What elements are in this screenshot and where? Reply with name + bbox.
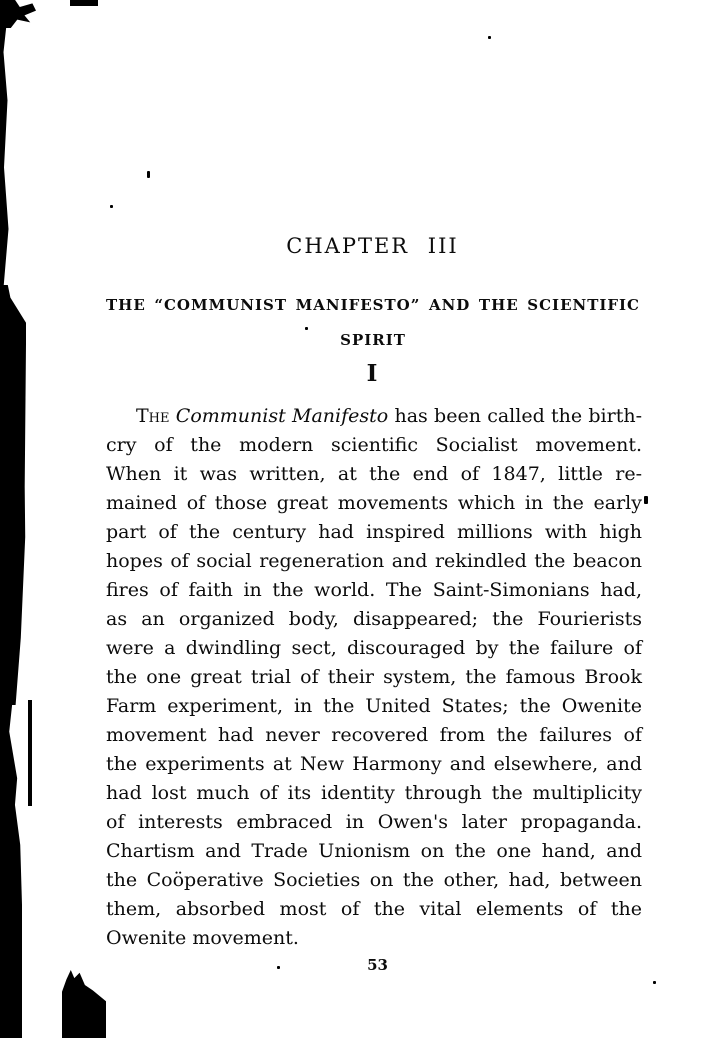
paragraph-line: the one great trial of their system, the famous Brook — [106, 666, 642, 688]
paragraph-line: were a dwindling sect, discouraged by the failure of — [106, 637, 642, 659]
scan-artifact-left-strip-bottom — [0, 705, 22, 1038]
scan-artifact-thin-line — [28, 700, 32, 806]
paragraph-line: the Coöperative Societies on the other, had, between — [106, 869, 642, 891]
chapter-heading: CHAPTER III — [286, 234, 459, 258]
paragraph-line: Farm experiment, in the United States; the Owenite — [106, 695, 642, 717]
section-number: I — [366, 360, 379, 387]
paragraph-line: movement had never recovered from the failures of — [106, 724, 642, 746]
paragraph-line: cry of the modern scientific Socialist movement. — [106, 434, 642, 456]
paragraph-line: had lost much of its identity through the multiplicity — [106, 782, 642, 804]
page-number: 53 — [367, 956, 388, 974]
paragraph-line: When it was written, at the end of 1847, little re- — [106, 463, 642, 485]
noise-speck — [110, 205, 113, 208]
noise-speck — [488, 36, 491, 39]
noise-speck — [644, 496, 648, 504]
noise-speck — [653, 981, 656, 984]
paragraph-line: The Communist Manifesto has been called the birth- — [136, 405, 643, 427]
scan-artifact-top-dash — [70, 0, 98, 6]
chapter-subtitle-line2: SPIRIT — [340, 331, 406, 349]
paragraph-line: Owenite movement. — [106, 927, 299, 949]
scan-artifact-left-strip-top — [0, 20, 10, 288]
chapter-subtitle-line1: THE “COMMUNIST MANIFESTO” AND THE SCIENTIFIC — [106, 296, 640, 314]
paragraph-line: part of the century had inspired millions with high — [106, 521, 642, 543]
paragraph-line: Chartism and Trade Unionism on the one hand, and — [106, 840, 642, 862]
paragraph — [106, 402, 642, 953]
scan-artifact-left-strip-middle — [0, 285, 26, 705]
noise-speck — [147, 171, 150, 178]
paragraph-line: of interests embraced in Owen's later propaganda. — [106, 811, 642, 833]
paragraph-line: mained of those great movements which in the early — [106, 492, 642, 514]
paragraph-line: the experiments at New Harmony and elsewhere, and — [106, 753, 642, 775]
paragraph-line: them, absorbed most of the vital elements of the — [106, 898, 642, 920]
paragraph-line: hopes of social regeneration and rekindled the beacon — [106, 550, 642, 572]
chapter-subtitle — [106, 288, 640, 358]
paragraph-line: as an organized body, disappeared; the Fourierists — [106, 608, 642, 630]
scan-artifact-bottom-blob — [62, 970, 106, 1038]
paragraph-line: fires of faith in the world. The Saint-Simonians had, — [106, 579, 642, 601]
